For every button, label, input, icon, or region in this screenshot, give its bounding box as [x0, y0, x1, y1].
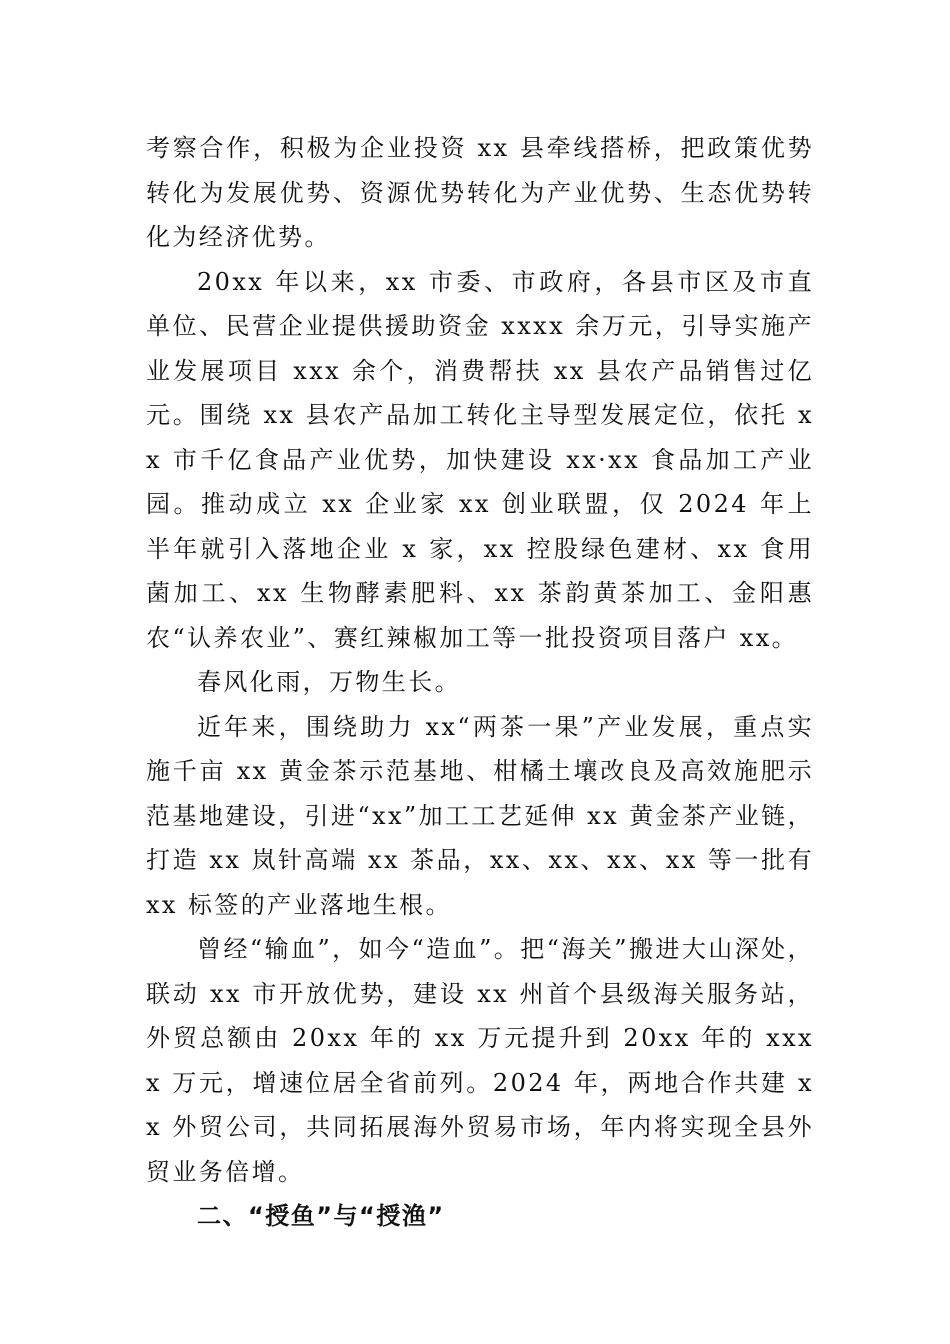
- paragraph-investment-support: 20xx 年以来，xx 市委、市政府，各县市区及市直单位、民营企业提供援助资金 xxxx 余万元，引导实施产业发展项目 xxx 余个，消费帮扶 xx 县农产品销售过亿元。围绕 xx 县农产品加工转化主导型发展定位，依托 xx 市千亿食品产业优势，加快建设 xx·xx 食品加工产业园。推动成立 xx 企业家 xx 创业联盟，仅 2024 年上半年就引入落地企业 x 家，xx 控股绿色建材、xx 食用菌加工、xx 生物酵素肥料、xx 茶韵黄茶加工、金阳惠农“认养农业”、赛红辣椒加工等一批投资项目落户 xx。: [146, 267, 815, 652]
- section-heading: 二、“授鱼”与“授渔”: [197, 1202, 445, 1230]
- paragraph-continuation: 考察合作，积极为企业投资 xx 县牵线搭桥，把政策优势转化为发展优势、资源优势转化为产业优势、生态优势转化为经济优势。: [146, 134, 814, 251]
- paragraph-tea-industry: 近年来，围绕助力 xx“两茶一果”产业发展，重点实施千亩 xx 黄金茶示范基地、柑橘土壤改良及高效施肥示范基地建设，引进“xx”加工工艺延伸 xx 黄金茶产业链，打造 xx 岚针高端 xx 茶品，xx、xx、xx、xx 等一批有 xx 标签的产业落地生根。: [146, 712, 814, 919]
- document-body: [146, 126, 814, 1239]
- paragraph-spring-breeze: 春风化雨，万物生长。: [197, 668, 461, 696]
- paragraph-foreign-trade: 曾经“输血”，如今“造血”。把“海关”搬进大山深处，联动 xx 市开放优势，建设 xx 州首个县级海关服务站，外贸总额由 20xx 年的 xx 万元提升到 20xx 年的 xxxx 万元，增速位居全省前列。2024 年，两地合作共建 xx 外贸公司，共同拓展海外贸易市场，年内将实现全县外贸业务倍增。: [146, 935, 814, 1186]
